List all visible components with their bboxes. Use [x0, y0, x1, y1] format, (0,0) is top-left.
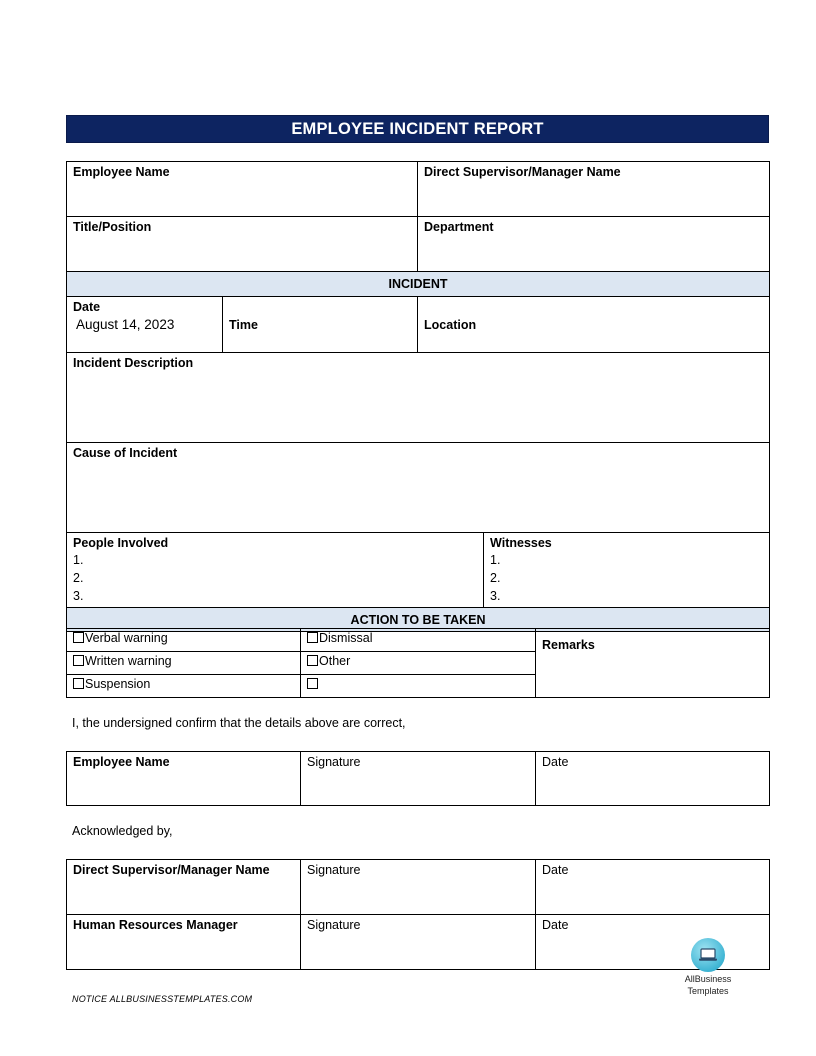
laptop-icon [691, 938, 725, 972]
checkbox[interactable] [73, 655, 84, 666]
incident-form-table [66, 161, 770, 632]
list-item: 1. [490, 553, 501, 567]
option-label: Written warning [85, 654, 172, 668]
confirm-statement: I, the undersigned confirm that the details above are correct, [72, 716, 406, 730]
supervisor-name-label: Direct Supervisor/Manager Name [73, 863, 270, 877]
checkbox[interactable] [73, 678, 84, 689]
hr-manager-sign-field[interactable] [67, 915, 301, 970]
people-involved-label: People Involved [73, 536, 169, 550]
signature-label: Signature [307, 918, 361, 932]
date-field[interactable] [67, 297, 223, 353]
employee-name-sign-field[interactable] [67, 752, 301, 806]
signature-label: Signature [307, 755, 361, 769]
employee-name-label: Employee Name [73, 165, 170, 179]
title-position-field[interactable] [67, 217, 418, 272]
cause-of-incident-label: Cause of Incident [73, 446, 178, 460]
department-field[interactable] [418, 217, 770, 272]
checkbox[interactable] [73, 632, 84, 643]
option-label: Dismissal [319, 631, 373, 645]
checkbox[interactable] [307, 655, 318, 666]
allbusiness-logo[interactable] [673, 938, 743, 996]
department-label: Department [424, 220, 494, 234]
employee-date-field[interactable] [536, 752, 770, 806]
option-other[interactable] [301, 652, 536, 675]
list-item: 3. [73, 589, 84, 603]
employee-name-label: Employee Name [73, 755, 170, 769]
employee-signature-field[interactable] [301, 752, 536, 806]
option-blank[interactable] [301, 675, 536, 698]
witnesses-field[interactable] [484, 533, 770, 608]
supervisor-name-field[interactable] [418, 162, 770, 217]
date-label: Date [542, 863, 569, 877]
logo-text-line1: AllBusiness [684, 974, 732, 984]
remarks-label: Remarks [542, 638, 595, 652]
option-label: Suspension [85, 677, 151, 691]
signature-label: Signature [307, 863, 361, 877]
action-options-table [66, 628, 770, 698]
checkbox[interactable] [307, 678, 318, 689]
logo-text-line2: Templates [687, 986, 729, 996]
incident-section-header: INCIDENT [67, 272, 770, 297]
acknowledged-label: Acknowledged by, [72, 824, 173, 838]
option-label: Verbal warning [85, 631, 168, 645]
list-item: 1. [73, 553, 84, 567]
option-verbal-warning[interactable] [67, 629, 301, 652]
date-label: Date [542, 755, 569, 769]
list-item: 2. [490, 571, 501, 585]
incident-description-field[interactable] [67, 353, 770, 443]
acknowledgement-signature-table [66, 859, 770, 970]
footer-notice: NOTICE ALLBUSINESSTEMPLATES.COM [72, 994, 253, 1004]
option-written-warning[interactable] [67, 652, 301, 675]
checkbox[interactable] [307, 632, 318, 643]
people-involved-field[interactable] [67, 533, 484, 608]
title-position-label: Title/Position [73, 220, 152, 234]
option-dismissal[interactable] [301, 629, 536, 652]
hr-signature-field[interactable] [301, 915, 536, 970]
report-title: EMPLOYEE INCIDENT REPORT [66, 115, 769, 143]
option-label: Other [319, 654, 351, 668]
supervisor-name-label: Direct Supervisor/Manager Name [424, 165, 621, 179]
supervisor-sign-field[interactable] [67, 860, 301, 915]
time-label: Time [229, 317, 258, 332]
location-label: Location [424, 317, 477, 332]
supervisor-date-field[interactable] [536, 860, 770, 915]
date-value: August 14, 2023 [76, 317, 175, 332]
date-label: Date [542, 918, 569, 932]
hr-manager-label: Human Resources Manager [73, 918, 238, 932]
list-item: 2. [73, 571, 84, 585]
witnesses-label: Witnesses [490, 536, 552, 550]
supervisor-signature-field[interactable] [301, 860, 536, 915]
remarks-field[interactable] [536, 629, 770, 698]
employee-signature-table [66, 751, 770, 806]
location-field[interactable] [418, 297, 770, 353]
action-section-header: ACTION TO BE TAKEN [67, 608, 770, 632]
incident-description-label: Incident Description [73, 356, 194, 370]
option-suspension[interactable] [67, 675, 301, 698]
date-label: Date [73, 300, 101, 314]
employee-name-field[interactable] [67, 162, 418, 217]
list-item: 3. [490, 589, 501, 603]
time-field[interactable] [223, 297, 418, 353]
cause-of-incident-field[interactable] [67, 443, 770, 533]
